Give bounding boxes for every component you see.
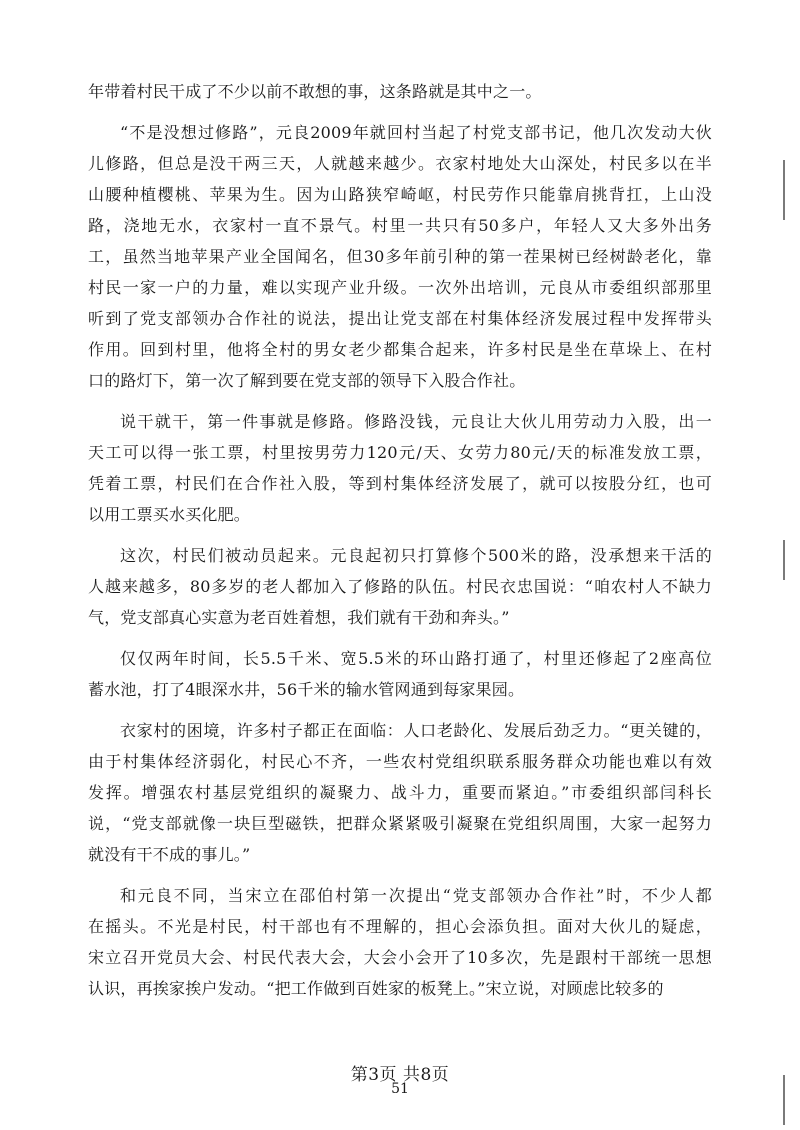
- paragraph-gap: [88, 705, 712, 715]
- scan-edge-mark: [783, 160, 785, 220]
- paragraph-gap: [88, 107, 712, 117]
- document-body: [88, 76, 712, 1004]
- scan-edge-mark: [783, 1075, 785, 1125]
- text-line: 工，虽然当地苹果产业全国闻名，但30多年前引种的第一茬果树已经树龄老化，靠: [88, 247, 712, 266]
- paragraph-gap: [88, 633, 712, 643]
- page-number: 51: [391, 1081, 409, 1097]
- paragraph-gap: [88, 530, 712, 540]
- text-line: 衣家村的困境，许多村子都正在面临：人口老龄化、发展后劲乏力。“更关键的，: [120, 721, 712, 740]
- article-text: [88, 76, 712, 1004]
- text-line: 天工可以得一张工票，村里按男劳力120元/天、女劳力80元/天的标准发放工票，: [88, 443, 712, 462]
- page-indicator: 第3页 共8页: [350, 1065, 450, 1085]
- text-line: 就没有干不成的事儿。”: [88, 845, 251, 864]
- text-line: 人越来越多，80多岁的老人都加入了修路的队伍。村民衣忠国说：“咱农村人不缺力: [88, 577, 712, 596]
- text-line: 认识，再挨家挨户发动。“把工作做到百姓家的板凳上。”宋立说，对顾虑比较多的: [88, 979, 664, 998]
- paragraph: [88, 406, 712, 530]
- text-line: 儿修路，但总是没干两三天，人就越来越少。衣家村地处大山深处，村民多以在半: [88, 154, 712, 173]
- text-line: 在摇头。不光是村民，村干部也有不理解的，担心会添负担。面对大伙儿的疑虑，: [88, 917, 712, 936]
- text-line: 蓄水池，打了4眼深水井，56千米的输水管网通到每家果园。: [88, 680, 525, 699]
- text-line: 作用。回到村里，他将全村的男女老少都集合起来，许多村民是坐在草垛上、在村: [88, 340, 712, 359]
- text-line: 听到了党支部领办合作社的说法，提出让党支部在村集体经济发展过程中发挥带头: [88, 309, 712, 328]
- text-line: 宋立召开党员大会、村民代表大会，大会小会开了10多次，先是跟村干部统一思想: [88, 948, 712, 967]
- paragraph: [88, 540, 712, 633]
- text-line: 仅仅两年时间，长5.5千米、宽5.5米的环山路打通了，村里还修起了2座高位: [120, 649, 712, 668]
- text-line: 发挥。增强农村基层党组织的凝聚力、战斗力，重要而紧迫。”市委组织部闫科长: [88, 783, 712, 802]
- paragraph-gap: [88, 870, 712, 880]
- paragraph: [88, 76, 712, 107]
- text-line: 说干就干，第一件事就是修路。修路没钱，元良让大伙儿用劳动力入股，出一: [120, 412, 712, 431]
- text-line: 以用工票买水买化肥。: [88, 505, 251, 524]
- text-line: 凭着工票，村民们在合作社入股，等到村集体经济发展了，就可以按股分红，也可: [88, 474, 712, 493]
- text-line: 年带着村民干成了不少以前不敢想的事，这条路就是其中之一。: [88, 82, 542, 101]
- text-line: 由于村集体经济弱化，村民心不齐，一些农村党组织联系服务群众功能也难以有效: [88, 752, 712, 771]
- paragraph-gap: [88, 396, 712, 406]
- text-line: 气，党支部真心实意为老百姓着想，我们就有干劲和奔头。”: [88, 608, 510, 627]
- paragraph: [88, 117, 712, 396]
- text-line: 说，“党支部就像一块巨型磁铁，把群众紧紧吸引凝聚在党组织周围，大家一起努力: [88, 814, 712, 833]
- text-line: 山腰种植樱桃、苹果为生。因为山路狭窄崎岖，村民劳作只能靠肩挑背扛，上山没: [88, 185, 712, 204]
- text-line: “不是没想过修路”，元良2009年就回村当起了村党支部书记，他几次发动大伙: [120, 123, 712, 142]
- text-line: 路，浇地无水，衣家村一直不景气。村里一共只有50多户，年轻人又大多外出务: [88, 216, 712, 235]
- scan-edge-mark: [783, 540, 785, 580]
- text-line: 村民一家一户的力量，难以实现产业升级。一次外出培训，元良从市委组织部那里: [88, 278, 712, 297]
- paragraph: [88, 715, 712, 870]
- text-line: 这次，村民们被动员起来。元良起初只打算修个500米的路，没承想来干活的: [120, 546, 712, 565]
- text-line: 和元良不同，当宋立在邵伯村第一次提出“党支部领办合作社”时，不少人都: [120, 886, 712, 905]
- text-line: 口的路灯下，第一次了解到要在党支部的领导下入股合作社。: [88, 371, 526, 390]
- paragraph: [88, 643, 712, 705]
- paragraph: [88, 880, 712, 1004]
